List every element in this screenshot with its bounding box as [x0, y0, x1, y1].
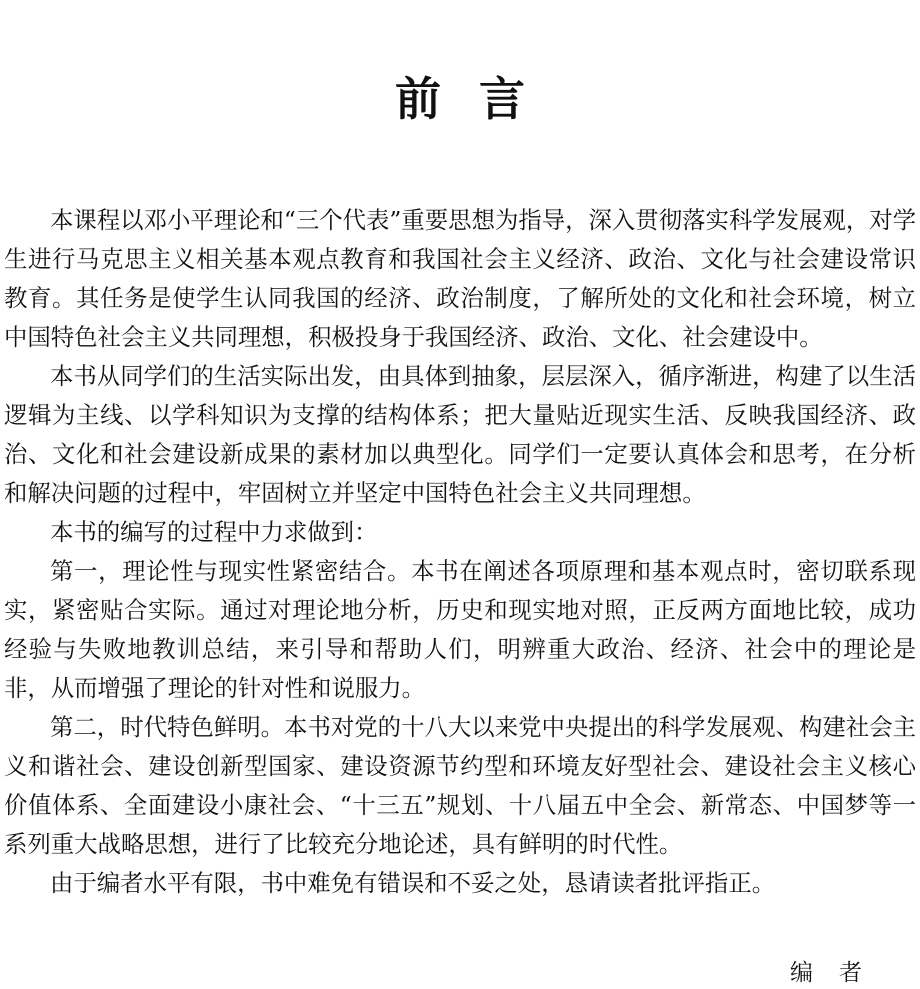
paragraph-closing: 由于编者水平有限，书中难免有错误和不妥之处，恳请读者批评指正。 [50, 869, 776, 897]
author-signature: 编者 [790, 960, 888, 986]
paragraph-writing-goals: 本书的编写的过程中力求做到： [50, 518, 378, 546]
paragraph-point-one: 第一，理论性与现实性紧密结合。本书在阐述各项原理和基本观点时，密切联系现实，紧密贴合实际。通过对理论地分析，历史和现实地对照，正反两方面地比较，成功经验与失败地教训总结，来引导和帮助人们，明辨重大政治、经济、社会中的理论是非，从而增强了理论的针对性和说服力。 [4, 557, 916, 702]
paragraph-point-two: 第二，时代特色鲜明。本书对党的十八大以来党中央提出的科学发展观、构建社会主义和谐社会、建设创新型国家、建设资源节约型和环境友好型社会、建设社会主义核心价值体系、全面建设小康社会、“十三五”规划、十八届五中全会、新常态、中国梦等一系列重大战略思想，进行了比较充分地论述，具有鲜明的时代性。 [4, 713, 916, 858]
page-title: 前言 [395, 71, 563, 126]
preface-body [4, 201, 916, 903]
paragraph-course-intro: 本课程以邓小平理论和“三个代表”重要思想为指导，深入贯彻落实科学发展观，对学生进行马克思主义相关基本观点教育和我国社会主义经济、政治、文化与社会建设常识教育。其任务是使学生认同我国的经济、政治制度，了解所处的文化和社会环境，树立中国特色社会主义共同理想，积极投身于我国经济、政治、文化、社会建设中。 [4, 206, 916, 351]
paragraph-book-structure: 本书从同学们的生活实际出发，由具体到抽象，层层深入，循序渐进，构建了以生活逻辑为主线、以学科知识为支撑的结构体系；把大量贴近现实生活、反映我国经济、政治、文化和社会建设新成果的素材加以典型化。同学们一定要认真体会和思考，在分析和解决问题的过程中，牢固树立并坚定中国特色社会主义共同理想。 [4, 362, 916, 507]
